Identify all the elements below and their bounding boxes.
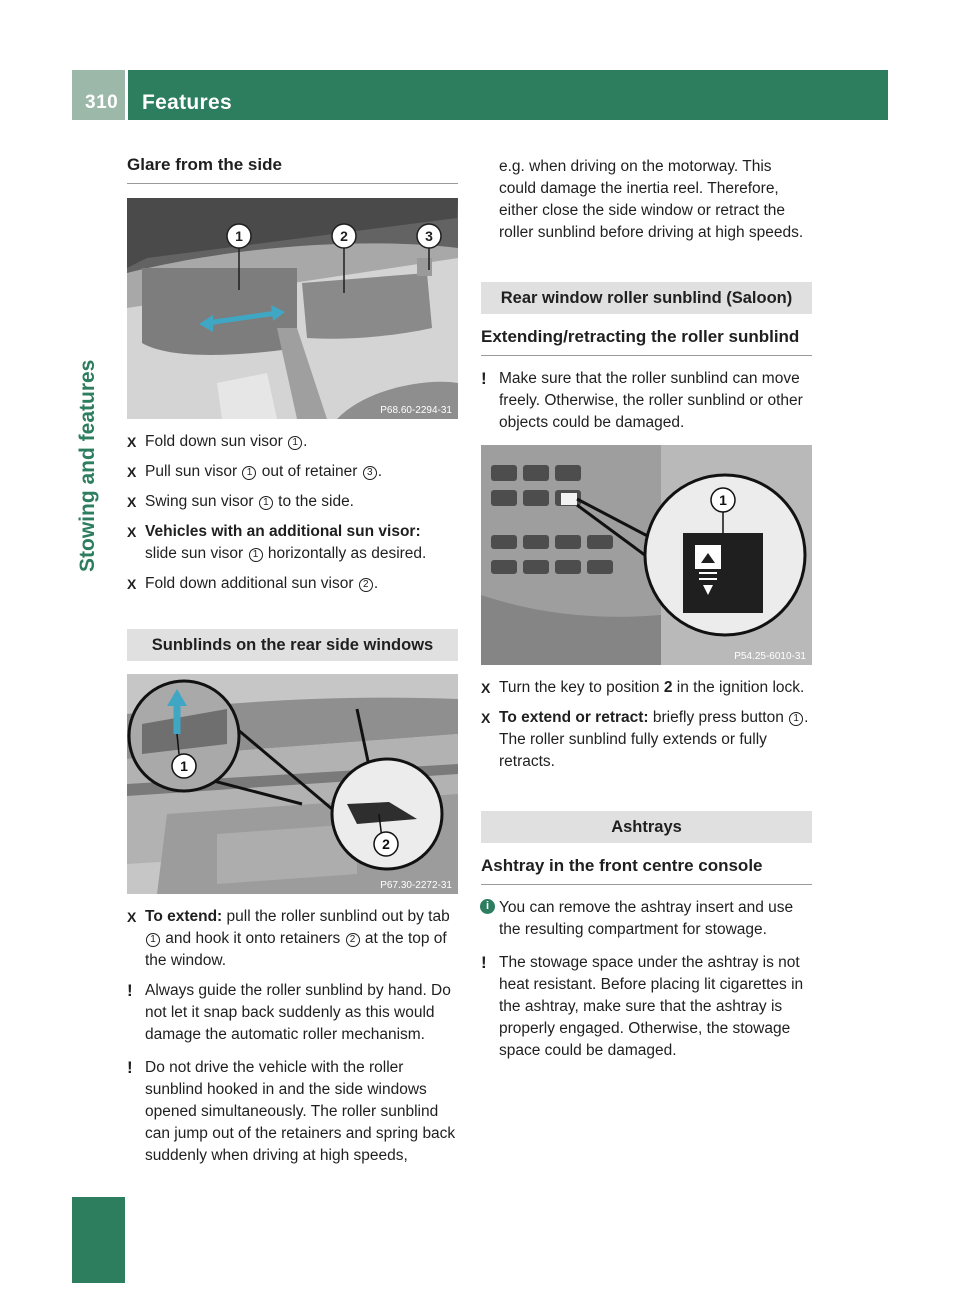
side-tab-marker [72,1197,125,1283]
step: X Swing sun visor 1 to the side. [127,493,354,510]
step: X Vehicles with an additional sun visor: slide sun visor 1 horizontally as desired. [127,523,427,562]
warning-note: ! Make sure that the roller sunblind can move freely. Otherwise, the roller sunblind or other objects could be damaged. [481,369,803,431]
step: X To extend or retract: briefly press button 1 . The roller sunblind fully extends or fully retracts. [481,709,809,770]
chapter-title: Features [142,91,232,114]
warning-note: ! Do not drive the vehicle with the roller sunblind hooked in and the side windows opened simultaneously. The roller sunblind can jump out of the retainers and spring back suddenly when driving at high speeds, [127,1058,456,1164]
rear-sunblind-illustration [127,674,458,894]
callout-3: 3 [425,228,433,244]
page-number: 310 [85,92,119,113]
side-tab [72,132,125,1199]
page-number-box [72,70,125,120]
sun-visor-illustration [127,198,458,419]
step: X To extend: pull the roller sunblind out by tab 1 and hook it onto retainers 2 at the top of the window. [127,908,450,969]
warning-note: ! The stowage space under the ashtray is not heat resistant. Before placing lit cigarettes in the ashtray, make sure that the ashtray is properly engaged. Otherwise, the stowage space could be damaged. [481,953,804,1059]
callout-2: 2 [340,228,348,244]
left-column [127,150,458,1178]
extend-instructions [127,906,458,1167]
info-note: i You can remove the ashtray insert and use the resulting compartment for stowage. [481,897,812,941]
section-ashtrays: Ashtrays [481,811,812,843]
figure-sun-visor [127,198,458,419]
figure-code: P67.30-2272-31 [380,880,452,891]
heading-glare: Glare from the side [127,154,458,184]
heading-extending: Extending/retracting the roller sunblind [481,326,812,356]
callout-1: 1 [719,492,727,508]
steps-sun-visor [127,431,458,595]
figure-rear-sunblind [127,674,458,894]
callout-2: 2 [382,836,390,852]
figure-code: P68.60-2294-31 [380,405,452,416]
figure-code: P54.25-6010-31 [734,651,806,662]
step: X Pull sun visor 1 out of retainer 3 . [127,463,383,480]
continued-text: e.g. when driving on the motorway. This could damage the inertia reel. Therefore, either close the side window or retract the roller sunblind before driving at high speeds. [499,158,804,241]
header-bar [128,70,888,120]
heading-ashtray: Ashtray in the front centre console [481,855,812,885]
console-illustration [481,445,812,665]
right-column [481,150,812,1073]
callout-1: 1 [235,228,243,244]
step: X Turn the key to position 2 in the ignition lock. [481,679,805,696]
side-tab-label: Stowing and features [76,359,99,572]
page-header [72,70,888,120]
section-rear-window: Rear window roller sunblind (Saloon) [481,282,812,314]
section-sunblinds: Sunblinds on the rear side windows [127,629,458,661]
step: X Fold down additional sun visor 2 . [127,575,379,592]
warning-note: ! Always guide the roller sunblind by hand. Do not let it snap back suddenly as this would damage the automatic roller mechanism. [127,981,451,1043]
steps-roller-sunblind [481,677,812,773]
info-icon: i [480,899,495,914]
step: X Fold down sun visor 1 . [127,433,308,450]
callout-1: 1 [180,758,188,774]
figure-console-button [481,445,812,665]
